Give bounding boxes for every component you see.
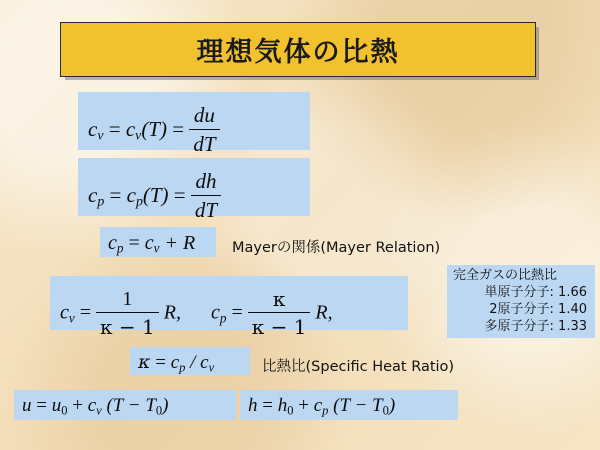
eq2-cp-symbol-2: c [126,182,136,207]
eq7-T0-subscript: 0 [382,403,389,418]
eq2-cp-symbol: c [88,182,98,207]
eq4-cv-subscript: v [68,310,75,326]
eq6-u-symbol: u [22,395,32,416]
specific-heat-ratio-box [447,265,595,338]
eq5-equals: = [155,352,166,373]
eq2-of-T: (T) [142,182,169,207]
eq6-temperature-difference: (T − T [106,395,156,416]
eq1-fraction-du-dT [189,103,219,157]
eq6-cv-symbol: c [87,395,97,416]
eq6-cv-subscript: v [96,403,102,418]
equation-4-cv-cp-from-kappa [60,288,333,340]
eq3-plus-R: + R [164,232,196,254]
eq1-equals-2: = [172,116,185,141]
eq3-equals: = [128,232,140,254]
eq2-denominator-dT: dT [194,198,218,222]
eq4-denominator-kappa-minus-one: κ − 1 [100,314,155,339]
annotation-specific-heat-ratio: 比熱比(Specific Heat Ratio) [262,359,455,375]
eq4-cv-symbol: c [60,301,69,324]
annotation-mayer-relation: Mayerの関係(Mayer Relation) [232,240,441,256]
eq1-of-T: (T) [141,116,167,141]
eq6-equals: = [36,395,47,416]
eq1-cv-symbol: c [88,116,98,141]
eq2-cp-subscript-2: p [135,193,143,209]
eq6-plus: + [72,395,83,416]
eq4-R-2: R, [315,301,333,324]
eq2-equals-1: = [109,182,122,207]
equation-6-internal-energy [22,395,169,419]
eq6-close-paren: ) [162,395,169,416]
eq4-equals-1: = [79,301,92,324]
eq1-denominator-dT: dT [193,132,216,156]
eq4-cp-symbol: c [210,301,220,324]
equation-1-cv-definition [88,104,220,158]
eq2-cp-subscript: p [97,193,105,209]
title-box [60,22,536,77]
equation-7-enthalpy [248,395,395,419]
eq1-cv-symbol-2: c [125,116,136,141]
eq7-temperature-difference: (T − T [333,395,383,416]
eq4-numerator-one: 1 [96,288,159,313]
eq7-plus: + [298,395,309,416]
eq7-h0-subscript: 0 [287,403,294,418]
eq4-R-1: R, [163,301,181,324]
eq7-h0-symbol: h [277,395,288,416]
eq4-fraction-one-over-kappa-minus-one [96,288,159,339]
eq6-u0-subscript: 0 [61,403,68,418]
eq1-numerator-du: du [189,103,219,130]
eq1-cv-subscript: v [97,127,104,143]
eq2-fraction-dh-dT [191,169,221,223]
page-title: 理想気体の比熱 [196,37,400,68]
ratio-box-title: 完全ガスの比熱比 [453,268,558,283]
eq4-equals-2: = [231,301,243,324]
equation-2-cp-definition [88,170,221,224]
eq6-T0-subscript: 0 [155,403,163,418]
eq2-equals-2: = [173,182,186,207]
eq7-cp-symbol: c [313,395,323,416]
eq5-cp-symbol: c [170,352,180,373]
eq1-cv-subscript-2: v [135,127,142,143]
eq5-cv-subscript: v [208,360,215,375]
eq6-u0-symbol: u [51,395,62,416]
ratio-box-line-polyatomic: 多原子分子: 1.33 [484,319,587,334]
eq3-cp-symbol: c [108,232,117,254]
eq3-cv-subscript: v [153,240,160,256]
eq5-over-cv: / c [190,352,209,373]
eq5-cp-subscript: p [179,360,186,375]
eq7-equals: = [262,395,273,416]
eq4-denominator-kappa-minus-one-2: κ − 1 [251,315,307,339]
equation-5-kappa-definition [138,351,214,376]
eq5-kappa-symbol: κ [138,351,151,373]
eq3-cp-subscript: p [116,240,124,256]
equation-3-mayer-relation [108,232,195,257]
ratio-box-line-monatomic: 単原子分子: 1.66 [484,285,587,300]
ratio-box-line-diatomic: 2原子分子: 1.40 [489,302,587,317]
eq4-fraction-kappa-over-kappa-minus-one [248,287,311,339]
eq4-cp-subscript: p [219,310,227,326]
eq7-close-paren: ) [388,395,396,416]
eq3-cv-symbol: c [144,232,154,254]
eq2-numerator-dh: dh [191,169,221,196]
eq7-cp-subscript: p [322,403,329,418]
eq7-h-symbol: h [248,395,258,416]
eq1-equals-1: = [108,116,121,141]
eq4-numerator-kappa: κ [248,287,311,313]
